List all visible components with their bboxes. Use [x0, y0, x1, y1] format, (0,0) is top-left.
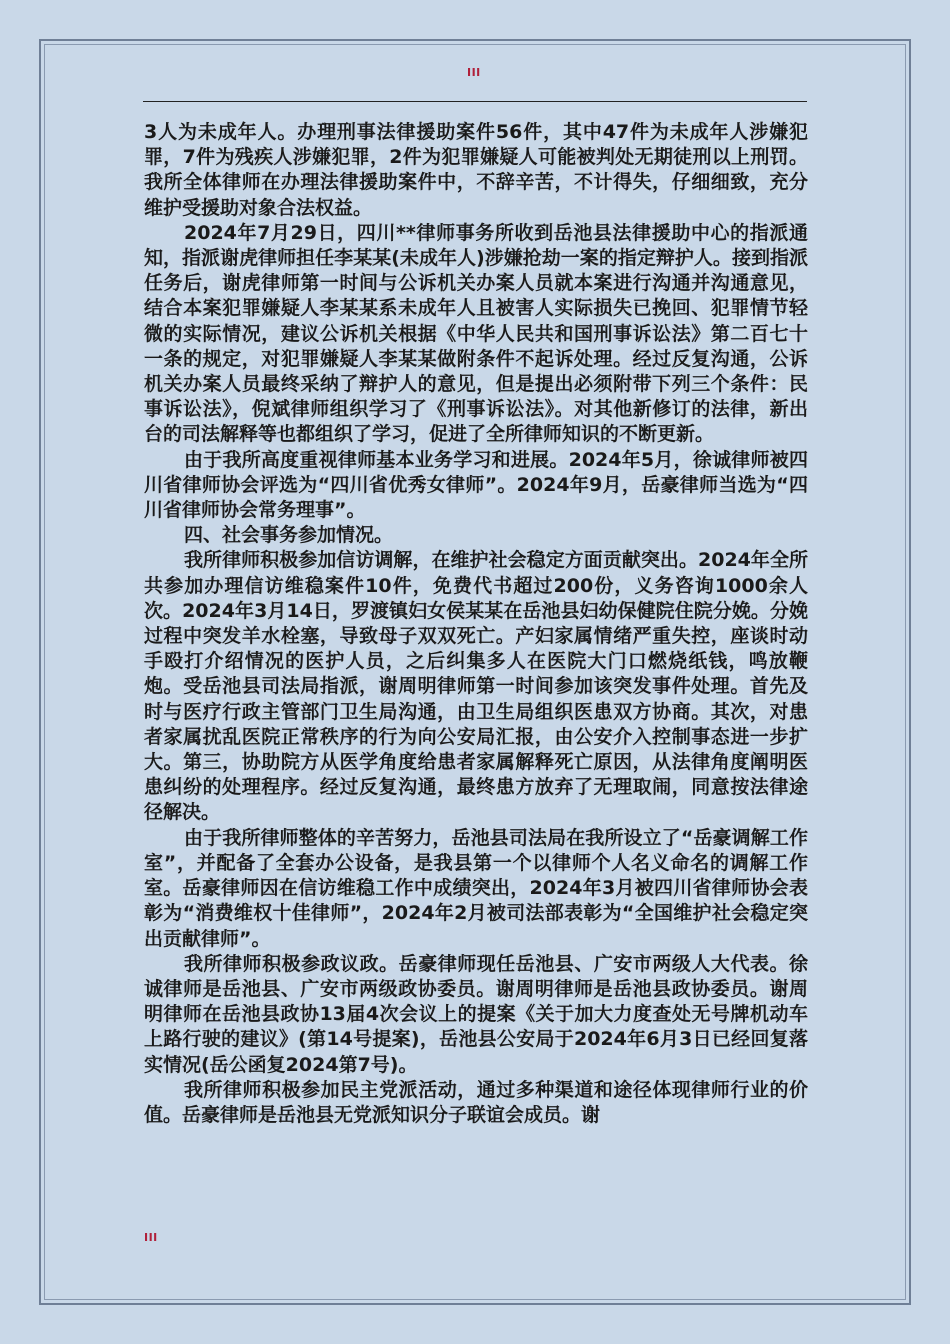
- paragraph-4: 我所律师积极参加信访调解，在维护社会稳定方面贡献突出。2024年全所共参加办理信访维稳案件10件，免费代书超过200份，义务咨询1000余人次。2024年3月14日，罗渡镇妇女侯某某在岳池县妇幼保健院住院分娩。分娩过程中突发羊水栓塞，导致母子双双死亡。产妇家属情绪严重失控，座谈时动手殴打介绍情况的医护人员，之后纠集多人在医院大门口燃烧纸钱，鸣放鞭炮。受岳池县司法局指派，谢周明律师第一时间参加该突发事件处理。首先及时与医疗行政主管部门卫生局沟通，由卫生局组织医患双方协商。其次，对患者家属扰乱医院正常秩序的行为向公安局汇报，由公安介入控制事态进一步扩大。第三，协助院方从医学角度给患者家属解释死亡原因，从法律角度阐明医患纠纷的处理程序。经过反复沟通，最终患方放弃了无理取闹，同意按法律途径解决。: [144, 549, 808, 824]
- paragraph-2: 2024年7月29日，四川**律师事务所收到岳池县法律援助中心的指派通知，指派谢虎律师担任李某某(未成年人)涉嫌抢劫一案的指定辩护人。接到指派任务后，谢虎律师第一时间与公诉机关办案人员就本案进行沟通并沟通意见，结合本案犯罪嫌疑人李某某系未成年人且被害人实际损失已挽回、犯罪情节轻微的实际情况，建议公诉机关根据《中华人民共和国刑事诉讼法》第二百七十一条的规定，对犯罪嫌疑人李某某做附条件不起诉处理。经过反复沟通，公诉机关办案人员最终采纳了辩护人的意见，但是提出必须附带下列三个条件：民事诉讼法》，倪斌律师组织学习了《刑事诉讼法》。对其他新修订的法律，新出台的司法解释等也都组织了学习，促进了全所律师知识的不断更新。: [144, 221, 808, 446]
- paragraph-7: 我所律师积极参加民主党派活动，通过多种渠道和途径体现律师行业的价值。岳豪律师是岳池县无党派知识分子联谊会成员。谢: [144, 1078, 808, 1126]
- footer-mark: III: [144, 1231, 158, 1244]
- paragraph-1: 3人为未成年人。办理刑事法律援助案件56件，其中47件为未成年人涉嫌犯罪，7件为残疾人涉嫌犯罪，2件为犯罪嫌疑人可能被判处无期徒刑以上刑罚。我所全体律师在办理法律援助案件中，不辞辛苦，不计得失，仔细细致，充分维护受援助对象合法权益。: [144, 121, 808, 219]
- paragraph-6: 我所律师积极参政议政。岳豪律师现任岳池县、广安市两级人大代表。徐诚律师是岳池县、广安市两级政协委员。谢周明律师是岳池县政协委员。谢周明律师在岳池县政协13届4次会议上的提案《关于加大力度查处无号牌机动车上路行驶的建议》(第14号提案)，岳池县公安局于2024年6月3日已经回复落实情况(岳公函复2024第7号)。: [144, 952, 808, 1076]
- paragraph-5: 由于我所律师整体的辛苦努力，岳池县司法局在我所设立了“岳豪调解工作室”，并配备了全套办公设备，是我县第一个以律师个人名义命名的调解工作室。岳豪律师因在信访维稳工作中成绩突出，2024年3月被四川省律师协会表彰为“消费维权十佳律师”，2024年2月被司法部表彰为“全国维护社会稳定突出贡献律师”。: [144, 826, 808, 950]
- body-text: [144, 120, 808, 1128]
- paragraph-3: 由于我所高度重视律师基本业务学习和进展。2024年5月，徐诚律师被四川省律师协会评选为“四川省优秀女律师”。2024年9月，岳豪律师当选为“四川省律师协会常务理事”。: [144, 448, 808, 522]
- header-rule: [143, 101, 807, 102]
- header-mark: III: [467, 66, 481, 79]
- section-heading: 四、社会事务参加情况。: [184, 524, 394, 547]
